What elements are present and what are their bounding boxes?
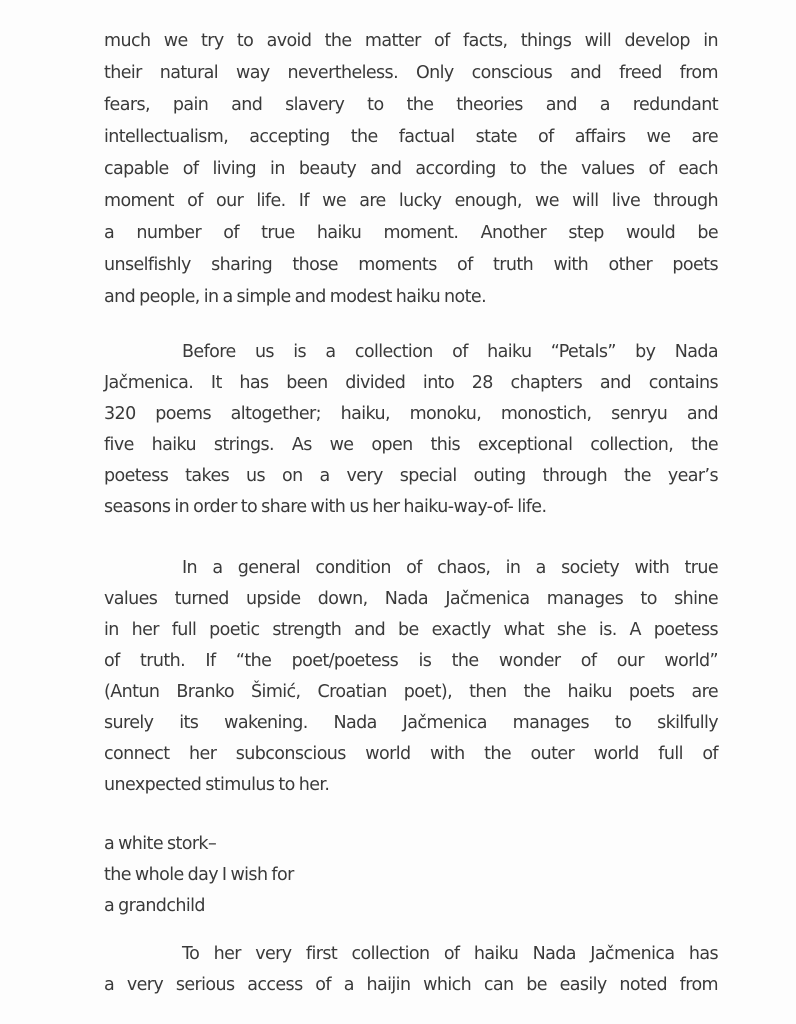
text-line: moment of our life. If we are lucky enough, we will live through (104, 191, 718, 211)
text-line: Before us is a collection of haiku “Petals” by Nada (182, 342, 718, 362)
text-line: five haiku strings. As we open this exceptional collection, the (104, 435, 718, 455)
text-line: values turned upside down, Nada Jačmenica manages to shine (104, 589, 718, 609)
text-line: capable of living in beauty and according to the values of each (104, 159, 718, 179)
text-line: connect her subconscious world with the outer world full of (104, 744, 718, 764)
text-line: 320 poems altogether; haiku, monoku, monostich, senryu and (104, 404, 718, 424)
text-line: fears, pain and slavery to the theories and a redundant (104, 95, 718, 115)
text-line: Jačmenica. It has been divided into 28 chapters and contains (104, 373, 718, 393)
text-line: unselfishly sharing those moments of truth with other poets (104, 255, 718, 275)
text-line: unexpected stimulus to her. (104, 775, 330, 795)
text-line: a very serious access of a haijin which can be easily noted from (104, 975, 718, 995)
text-line: a number of true haiku moment. Another step would be (104, 223, 718, 243)
poem-line: the whole day I wish for (104, 865, 294, 885)
poem-line: a grandchild (104, 896, 205, 916)
text-line: poetess takes us on a very special outing through the year’s (104, 466, 718, 486)
text-line: surely its wakening. Nada Jačmenica manages to skilfully (104, 713, 718, 733)
text-line: in her full poetic strength and be exactly what she is. A poetess (104, 620, 718, 640)
text-line: their natural way nevertheless. Only conscious and freed from (104, 63, 718, 83)
text-line: seasons in order to share with us her haiku-way-of- life. (104, 497, 547, 517)
text-line: intellectualism, accepting the factual state of affairs we are (104, 127, 718, 147)
text-line: of truth. If “the poet/poetess is the wonder of our world” (104, 651, 718, 671)
text-line: and people, in a simple and modest haiku note. (104, 287, 487, 307)
text-line: much we try to avoid the matter of facts, things will develop in (104, 31, 718, 51)
text-line: In a general condition of chaos, in a society with true (182, 558, 718, 578)
text-line: To her very first collection of haiku Nada Jačmenica has (182, 944, 718, 964)
poem-line: a white stork– (104, 834, 217, 854)
text-line: (Antun Branko Šimić, Croatian poet), then the haiku poets are (104, 682, 718, 702)
